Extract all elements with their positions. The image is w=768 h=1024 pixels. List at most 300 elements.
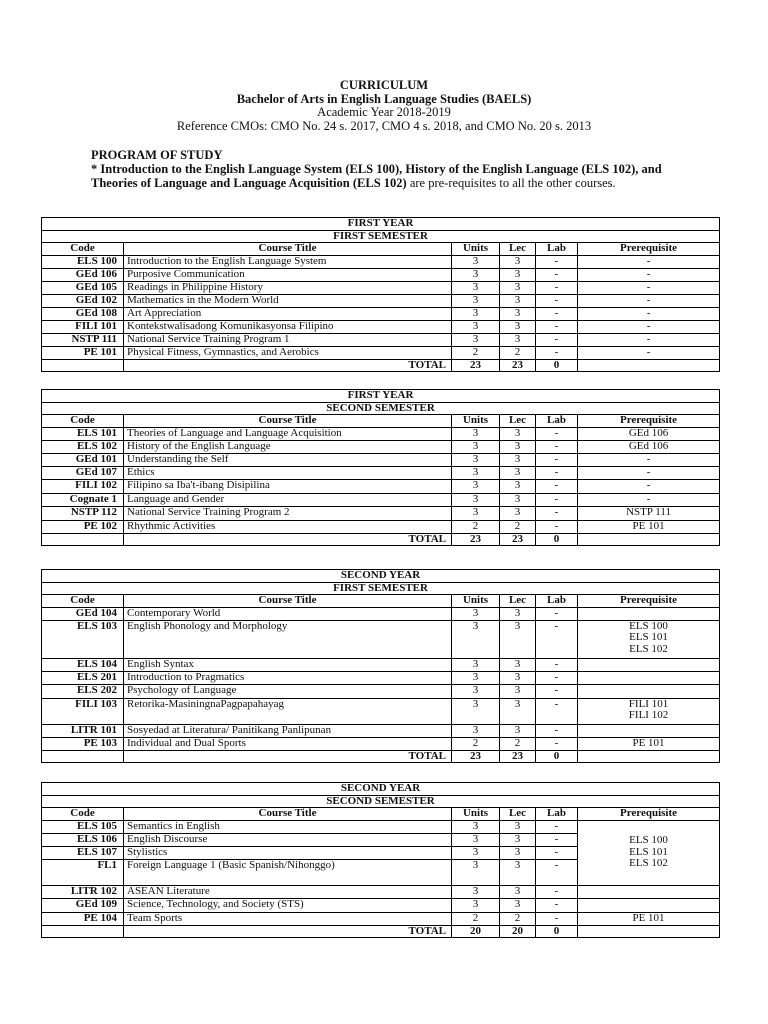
course-code: ELS 102 xyxy=(42,440,124,453)
course-lec: 2 xyxy=(500,520,536,533)
document-header xyxy=(0,79,768,133)
course-lab: - xyxy=(536,333,578,346)
course-prerequisite xyxy=(578,658,720,671)
course-lec: 3 xyxy=(500,320,536,333)
prerequisite-line: - xyxy=(646,345,651,358)
course-lab: - xyxy=(536,255,578,268)
course-title: Kontekstwalisadong Komunikasyonsa Filipino xyxy=(124,320,452,333)
course-lab: - xyxy=(536,453,578,466)
course-prerequisite xyxy=(578,737,720,750)
course-lec: 3 xyxy=(500,281,536,294)
course-units: 3 xyxy=(452,493,500,506)
course-code: GEd 108 xyxy=(42,307,124,320)
prerequisite-line: ELS 102 xyxy=(629,857,668,870)
course-prerequisite xyxy=(578,912,720,925)
course-lec: 3 xyxy=(500,671,536,684)
semester-heading: SECOND SEMESTER xyxy=(42,795,720,808)
prerequisite-line: - xyxy=(646,267,651,280)
column-header-lec: Lec xyxy=(500,415,536,428)
prerequisite-line: - xyxy=(646,280,651,293)
course-prerequisite xyxy=(578,466,720,479)
table-row xyxy=(42,333,720,346)
course-prerequisite xyxy=(578,671,720,684)
course-units: 3 xyxy=(452,724,500,737)
course-code: ELS 104 xyxy=(42,658,124,671)
document-title: CURRICULUM xyxy=(339,78,429,92)
total-blank xyxy=(42,925,124,938)
course-lec: 2 xyxy=(500,912,536,925)
course-title: Introduction to Pragmatics xyxy=(124,671,452,684)
total-lec: 23 xyxy=(500,359,536,372)
prerequisite-line: - xyxy=(646,293,651,306)
table-row xyxy=(42,684,720,698)
course-title: ASEAN Literature xyxy=(124,885,452,898)
course-lab: - xyxy=(536,607,578,620)
prerequisite-line: PE 101 xyxy=(632,736,665,749)
course-code: PE 103 xyxy=(42,737,124,750)
column-header-title: Course Title xyxy=(124,243,452,256)
column-header-prereq: Prerequisite xyxy=(578,808,720,821)
column-header-prereq: Prerequisite xyxy=(578,595,720,608)
course-lec: 3 xyxy=(500,684,536,698)
course-units: 3 xyxy=(452,333,500,346)
total-lec: 23 xyxy=(500,533,536,546)
course-code: LITR 102 xyxy=(42,885,124,898)
course-prerequisite xyxy=(578,427,720,440)
total-units: 23 xyxy=(452,750,500,763)
course-title: National Service Training Program 2 xyxy=(124,506,452,520)
total-prereq-blank xyxy=(578,925,720,938)
total-lec: 20 xyxy=(500,925,536,938)
course-prerequisite xyxy=(578,453,720,466)
course-prerequisite xyxy=(578,698,720,724)
column-header-title: Course Title xyxy=(124,415,452,428)
table-row xyxy=(42,620,720,658)
total-units: 23 xyxy=(452,533,500,546)
course-title: Stylistics xyxy=(124,846,452,859)
table-row xyxy=(42,658,720,671)
academic-year: Academic Year 2018-2019 xyxy=(317,105,451,119)
course-title: Introduction to the English Language System xyxy=(124,255,452,268)
course-units: 2 xyxy=(452,520,500,533)
course-lec: 3 xyxy=(500,898,536,912)
curriculum-table-year2-sem2 xyxy=(41,782,720,938)
table-row xyxy=(42,912,720,925)
course-lec: 2 xyxy=(500,737,536,750)
program-name: Bachelor of Arts in English Language Studies (BAELS) xyxy=(236,91,532,106)
curriculum-table-year1-sem1 xyxy=(41,217,720,372)
column-header-title: Course Title xyxy=(124,808,452,821)
column-header-units: Units xyxy=(452,243,500,256)
total-label: TOTAL xyxy=(124,359,452,372)
table-row xyxy=(42,737,720,750)
total-label: TOTAL xyxy=(124,925,452,938)
total-lab: 0 xyxy=(536,533,578,546)
course-lec: 3 xyxy=(500,820,536,833)
course-prerequisite xyxy=(578,346,720,359)
merged-prerequisite xyxy=(578,820,720,885)
prerequisite-line: ELS 102 xyxy=(629,642,668,655)
table-row xyxy=(42,698,720,724)
course-title: National Service Training Program 1 xyxy=(124,333,452,346)
course-title: Art Appreciation xyxy=(124,307,452,320)
course-title: Rhythmic Activities xyxy=(124,520,452,533)
course-lab: - xyxy=(536,520,578,533)
semester-heading: FIRST SEMESTER xyxy=(42,230,720,243)
total-row xyxy=(42,750,720,763)
course-code: PE 101 xyxy=(42,346,124,359)
table-row xyxy=(42,281,720,294)
course-code: GEd 106 xyxy=(42,268,124,281)
table-year-row xyxy=(42,218,720,231)
course-lec: 3 xyxy=(500,440,536,453)
course-lab: - xyxy=(536,493,578,506)
course-units: 3 xyxy=(452,453,500,466)
course-lab: - xyxy=(536,912,578,925)
column-header-lab: Lab xyxy=(536,808,578,821)
course-lec: 3 xyxy=(500,493,536,506)
table-row xyxy=(42,506,720,520)
column-header-code: Code xyxy=(42,595,124,608)
table-row xyxy=(42,255,720,268)
program-of-study-heading: PROGRAM OF STUDY xyxy=(91,148,223,162)
course-lab: - xyxy=(536,268,578,281)
prerequisite-note-rest: are pre-requisites to all the other courses. xyxy=(406,176,616,190)
column-header-lec: Lec xyxy=(500,595,536,608)
course-title: Understanding the Self xyxy=(124,453,452,466)
course-code: ELS 103 xyxy=(42,620,124,658)
column-header-lab: Lab xyxy=(536,415,578,428)
course-units: 3 xyxy=(452,846,500,859)
course-units: 3 xyxy=(452,479,500,493)
table-semester-row xyxy=(42,582,720,595)
course-code: GEd 107 xyxy=(42,466,124,479)
course-prerequisite xyxy=(578,520,720,533)
course-lec: 3 xyxy=(500,294,536,307)
table-row xyxy=(42,724,720,737)
course-title: Physical Fitness, Gymnastics, and Aerobics xyxy=(124,346,452,359)
course-lab: - xyxy=(536,466,578,479)
course-code: GEd 109 xyxy=(42,898,124,912)
course-title: Ethics xyxy=(124,466,452,479)
course-prerequisite xyxy=(578,268,720,281)
course-lab: - xyxy=(536,427,578,440)
course-code: GEd 101 xyxy=(42,453,124,466)
course-units: 3 xyxy=(452,255,500,268)
course-code: ELS 101 xyxy=(42,427,124,440)
table-year-row xyxy=(42,390,720,403)
column-header-code: Code xyxy=(42,243,124,256)
year-heading: SECOND YEAR xyxy=(42,783,720,796)
total-blank xyxy=(42,533,124,546)
year-heading: FIRST YEAR xyxy=(42,390,720,403)
course-prerequisite xyxy=(578,493,720,506)
course-units: 3 xyxy=(452,506,500,520)
column-header-title: Course Title xyxy=(124,595,452,608)
course-lec: 3 xyxy=(500,833,536,846)
course-code: FILI 103 xyxy=(42,698,124,724)
course-lec: 3 xyxy=(500,453,536,466)
course-prerequisite xyxy=(578,607,720,620)
table-row xyxy=(42,898,720,912)
course-lec: 3 xyxy=(500,885,536,898)
table-row xyxy=(42,346,720,359)
course-code: NSTP 111 xyxy=(42,333,124,346)
course-title: Psychology of Language xyxy=(124,684,452,698)
course-lab: - xyxy=(536,440,578,453)
prerequisite-note xyxy=(91,162,691,190)
course-lab: - xyxy=(536,684,578,698)
prerequisite-line: GEd 106 xyxy=(628,426,669,439)
table-row xyxy=(42,294,720,307)
prerequisite-line: - xyxy=(646,254,651,267)
total-units: 20 xyxy=(452,925,500,938)
column-header-prereq: Prerequisite xyxy=(578,415,720,428)
course-prerequisite xyxy=(578,885,720,898)
course-title: Filipino sa Iba't-ibang Disipilina xyxy=(124,479,452,493)
prerequisite-line: - xyxy=(646,452,651,465)
prerequisite-note-bold: * Introduction to the English Language System (ELS 100), History of the English Language (ELS 102), and Theories of Language and Language Acquisition (ELS 102) xyxy=(91,162,662,190)
course-lab: - xyxy=(536,698,578,724)
course-lab: - xyxy=(536,620,578,658)
course-units: 3 xyxy=(452,698,500,724)
course-units: 3 xyxy=(452,307,500,320)
course-lec: 3 xyxy=(500,466,536,479)
course-title: Mathematics in the Modern World xyxy=(124,294,452,307)
course-units: 3 xyxy=(452,607,500,620)
table-row xyxy=(42,820,720,833)
course-units: 3 xyxy=(452,620,500,658)
course-prerequisite xyxy=(578,506,720,520)
column-header-lab: Lab xyxy=(536,243,578,256)
prerequisite-line: ELS 100 xyxy=(629,834,668,847)
column-header-units: Units xyxy=(452,595,500,608)
course-units: 3 xyxy=(452,320,500,333)
course-title: Purposive Communication xyxy=(124,268,452,281)
total-lab: 0 xyxy=(536,925,578,938)
course-lec: 3 xyxy=(500,724,536,737)
prerequisite-line: - xyxy=(646,306,651,319)
total-lab: 0 xyxy=(536,359,578,372)
course-lec: 3 xyxy=(500,846,536,859)
course-prerequisite xyxy=(578,281,720,294)
table-row xyxy=(42,520,720,533)
table-row xyxy=(42,268,720,281)
course-lab: - xyxy=(536,724,578,737)
program-of-study xyxy=(91,148,691,190)
total-row xyxy=(42,533,720,546)
table-row xyxy=(42,607,720,620)
course-lec: 3 xyxy=(500,307,536,320)
course-lab: - xyxy=(536,885,578,898)
course-title: Sosyedad at Literatura/ Panitikang Panlipunan xyxy=(124,724,452,737)
course-code: GEd 102 xyxy=(42,294,124,307)
total-prereq-blank xyxy=(578,750,720,763)
column-header-row xyxy=(42,415,720,428)
year-heading: SECOND YEAR xyxy=(42,570,720,583)
course-title: Team Sports xyxy=(124,912,452,925)
course-code: ELS 105 xyxy=(42,820,124,833)
course-title: Retorika-MasiningnaPagpapahayag xyxy=(124,698,452,724)
total-row xyxy=(42,925,720,938)
course-code: ELS 201 xyxy=(42,671,124,684)
course-lec: 3 xyxy=(500,859,536,885)
course-lec: 3 xyxy=(500,620,536,658)
prerequisite-line: PE 101 xyxy=(632,911,665,924)
table-row xyxy=(42,466,720,479)
course-lab: - xyxy=(536,307,578,320)
course-title: Theories of Language and Language Acquisition xyxy=(124,427,452,440)
course-units: 3 xyxy=(452,466,500,479)
course-lec: 2 xyxy=(500,346,536,359)
course-code: FILI 102 xyxy=(42,479,124,493)
column-header-units: Units xyxy=(452,415,500,428)
course-lec: 3 xyxy=(500,506,536,520)
total-prereq-blank xyxy=(578,359,720,372)
table-row xyxy=(42,479,720,493)
column-header-code: Code xyxy=(42,415,124,428)
course-lec: 3 xyxy=(500,427,536,440)
course-code: GEd 105 xyxy=(42,281,124,294)
course-prerequisite xyxy=(578,479,720,493)
course-units: 3 xyxy=(452,427,500,440)
table-row xyxy=(42,440,720,453)
table-row xyxy=(42,493,720,506)
course-prerequisite xyxy=(578,898,720,912)
course-units: 3 xyxy=(452,898,500,912)
course-code: PE 102 xyxy=(42,520,124,533)
table-semester-row xyxy=(42,230,720,243)
course-code: FILI 101 xyxy=(42,320,124,333)
column-header-prereq: Prerequisite xyxy=(578,243,720,256)
course-prerequisite xyxy=(578,307,720,320)
course-units: 3 xyxy=(452,294,500,307)
course-lec: 3 xyxy=(500,607,536,620)
total-label: TOTAL xyxy=(124,533,452,546)
total-lab: 0 xyxy=(536,750,578,763)
year-heading: FIRST YEAR xyxy=(42,218,720,231)
course-lab: - xyxy=(536,479,578,493)
table-row xyxy=(42,453,720,466)
column-header-lab: Lab xyxy=(536,595,578,608)
course-lec: 3 xyxy=(500,658,536,671)
semester-heading: SECOND SEMESTER xyxy=(42,402,720,415)
course-prerequisite xyxy=(578,620,720,658)
prerequisite-line: ELS 101 xyxy=(629,631,668,643)
course-code: GEd 104 xyxy=(42,607,124,620)
course-lec: 3 xyxy=(500,479,536,493)
reference-cmos: Reference CMOs: CMO No. 24 s. 2017, CMO 4 s. 2018, and CMO No. 20 s. 2013 xyxy=(176,118,592,133)
course-lec: 3 xyxy=(500,268,536,281)
prerequisite-line: ELS 101 xyxy=(629,845,668,858)
prerequisite-line: - xyxy=(646,478,651,491)
course-lec: 3 xyxy=(500,255,536,268)
course-units: 2 xyxy=(452,737,500,750)
total-blank xyxy=(42,750,124,763)
column-header-code: Code xyxy=(42,808,124,821)
course-code: ELS 100 xyxy=(42,255,124,268)
table-year-row xyxy=(42,570,720,583)
total-label: TOTAL xyxy=(124,750,452,763)
course-units: 3 xyxy=(452,859,500,885)
course-lab: - xyxy=(536,281,578,294)
course-units: 3 xyxy=(452,684,500,698)
course-prerequisite xyxy=(578,684,720,698)
course-code: Cognate 1 xyxy=(42,493,124,506)
course-title: Readings in Philippine History xyxy=(124,281,452,294)
course-units: 3 xyxy=(452,281,500,294)
course-lec: 3 xyxy=(500,698,536,724)
course-lab: - xyxy=(536,294,578,307)
table-semester-row xyxy=(42,402,720,415)
course-code: NSTP 112 xyxy=(42,506,124,520)
course-units: 3 xyxy=(452,658,500,671)
table-semester-row xyxy=(42,795,720,808)
course-code: LITR 101 xyxy=(42,724,124,737)
course-code: ELS 202 xyxy=(42,684,124,698)
course-prerequisite xyxy=(578,333,720,346)
semester-heading: FIRST SEMESTER xyxy=(42,582,720,595)
course-title: Contemporary World xyxy=(124,607,452,620)
course-lab: - xyxy=(536,846,578,859)
course-code: PE 104 xyxy=(42,912,124,925)
course-title: English Syntax xyxy=(124,658,452,671)
column-header-row xyxy=(42,595,720,608)
total-lec: 23 xyxy=(500,750,536,763)
prerequisite-line: ELS 100 xyxy=(629,619,668,632)
prerequisite-line: - xyxy=(646,332,651,345)
course-units: 3 xyxy=(452,440,500,453)
course-title: Language and Gender xyxy=(124,493,452,506)
course-code: FL1 xyxy=(42,859,124,885)
prerequisite-line: PE 101 xyxy=(632,519,665,532)
course-lab: - xyxy=(536,820,578,833)
table-row xyxy=(42,307,720,320)
prerequisite-line: FILI 101 xyxy=(628,697,669,710)
course-lab: - xyxy=(536,658,578,671)
table-row xyxy=(42,885,720,898)
column-header-row xyxy=(42,243,720,256)
course-prerequisite xyxy=(578,255,720,268)
course-lab: - xyxy=(536,671,578,684)
course-lab: - xyxy=(536,833,578,846)
course-title: Science, Technology, and Society (STS) xyxy=(124,898,452,912)
course-title: Foreign Language 1 (Basic Spanish/Nihonggo) xyxy=(124,859,452,885)
course-lab: - xyxy=(536,346,578,359)
course-units: 3 xyxy=(452,885,500,898)
table-row xyxy=(42,427,720,440)
course-code: ELS 107 xyxy=(42,846,124,859)
prerequisite-line: GEd 106 xyxy=(628,439,669,452)
prerequisite-line: - xyxy=(646,465,651,478)
curriculum-table-year2-sem1 xyxy=(41,569,720,763)
table-year-row xyxy=(42,783,720,796)
column-header-row xyxy=(42,808,720,821)
course-prerequisite xyxy=(578,294,720,307)
total-row xyxy=(42,359,720,372)
column-header-units: Units xyxy=(452,808,500,821)
course-lab: - xyxy=(536,737,578,750)
course-prerequisite xyxy=(578,320,720,333)
course-title: English Phonology and Morphology xyxy=(124,620,452,658)
course-prerequisite xyxy=(578,440,720,453)
column-header-lec: Lec xyxy=(500,808,536,821)
course-lab: - xyxy=(536,506,578,520)
column-header-lec: Lec xyxy=(500,243,536,256)
prerequisite-line: - xyxy=(646,319,651,332)
course-units: 2 xyxy=(452,346,500,359)
course-units: 2 xyxy=(452,912,500,925)
